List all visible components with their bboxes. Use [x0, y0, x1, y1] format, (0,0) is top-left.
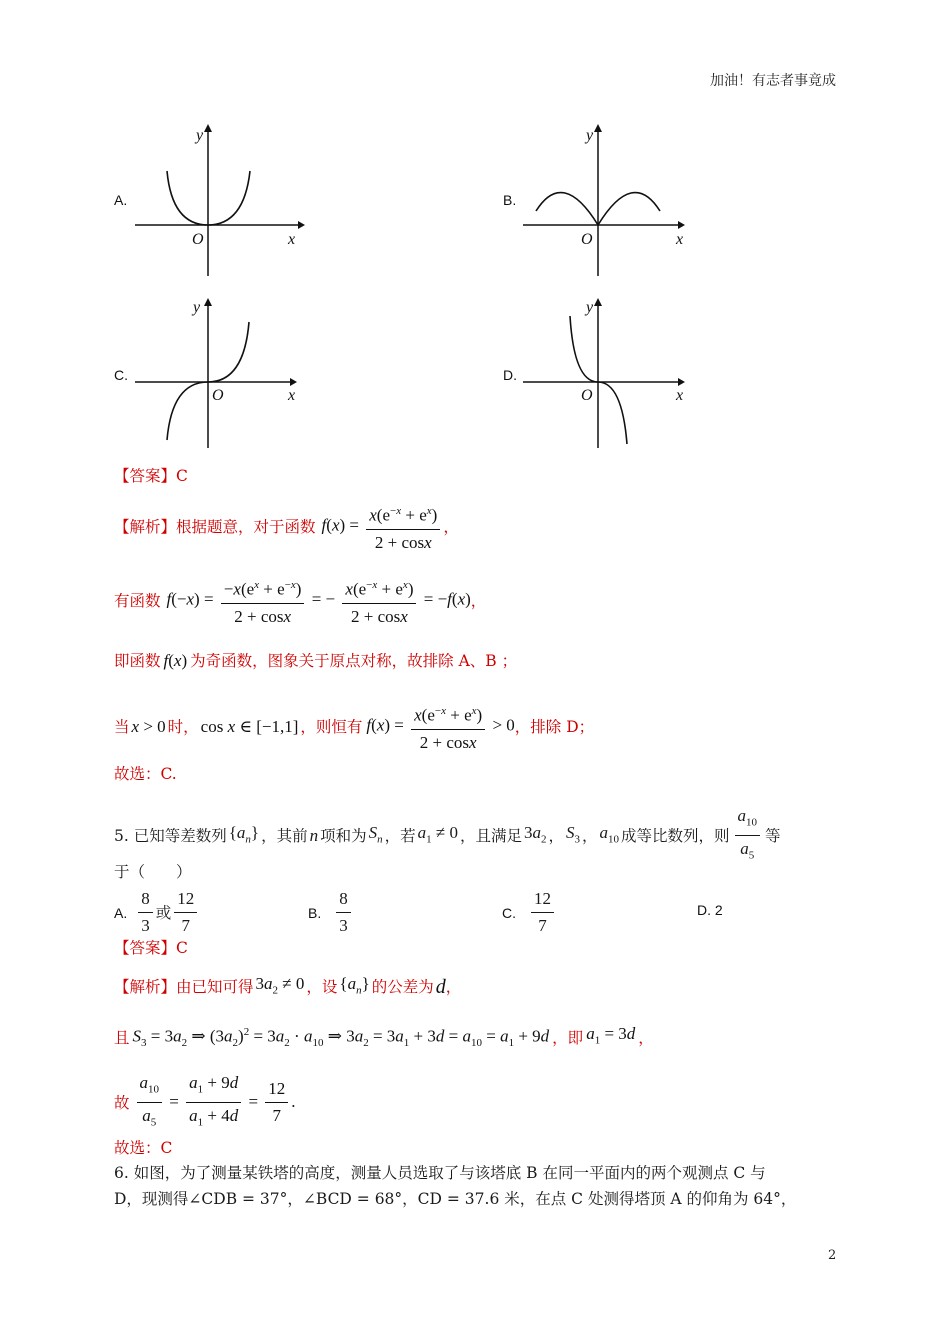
axis-y-label: y	[196, 127, 204, 144]
option-c-label: C.	[114, 367, 128, 383]
option-label: A.	[114, 904, 128, 921]
graph-a	[130, 118, 310, 278]
question-text: ，且满足	[459, 826, 522, 845]
analysis-text: 即函数	[114, 652, 161, 670]
q5-stem: 5. 已知等差数列 $\{a_n\}$ ，其前 n 项和为 $S_n$ ，若 $a_1 \ne 0$ ，且满足 $3a_2$ ， $S_3$ ， $a_{10}$ 成等比数列，则 $\frac{a_{10}}{a_5}$ 等	[114, 806, 781, 862]
q5-conclusion: 故选：C	[114, 1139, 173, 1157]
question-text: 项和为	[320, 826, 367, 845]
analysis-text: 为奇函数，图象关于原点对称，故排除 A、B ；	[190, 652, 518, 670]
analysis-text: 的公差为	[371, 978, 434, 997]
axis-x-label: x	[676, 387, 684, 404]
question-text: ，	[581, 826, 598, 845]
question-text: ，若	[384, 826, 416, 845]
q4-analysis-line4: 当 x > 0 时， cos x ∈ [−1,1] ，则恒有 f(x) = $\frac{x(e^{-x} + e^x)}{2 + \cos x}$ > 0 ，排除 D；	[114, 700, 594, 754]
q4-analysis-line3	[114, 650, 517, 672]
analysis-text: 且	[114, 1028, 130, 1047]
formula-fx-inline: f(x)	[163, 651, 188, 670]
q6-line2: D，现测得∠CDB = 37°，∠BCD = 68°，CD = 37.6 米，在点 C 处测得塔顶 A 的仰角为 64°，	[114, 1190, 797, 1208]
q4-conclusion: 故选：C.	[114, 765, 177, 783]
axis-y-label: y	[586, 127, 594, 144]
option-label: B.	[308, 904, 322, 921]
option-d-label: D.	[503, 367, 517, 383]
analysis-text: ，设	[306, 978, 338, 997]
axis-y-label: y	[193, 299, 201, 316]
option-text: 或	[155, 903, 172, 922]
q4-analysis-line2: 有函数 f(−x) = $\frac{-x(e^x + e^{-x})}{2 + \cos x}$ = − $\frac{x(e^{-x} + e^x)}{2 + \cos x}$ = −f(x) ，	[114, 574, 486, 628]
analysis-text: 时，	[167, 717, 199, 736]
analysis-text: 根据题意，对于函数	[176, 517, 316, 536]
formula-fx: f(x) = $\frac{x(e^{-x} + e^x)}{2 + \cos x}$	[322, 500, 444, 554]
axis-x-label: x	[676, 231, 684, 248]
header-motto: 加油！有志者事竟成	[710, 73, 836, 89]
analysis-tag: 【解析】	[114, 517, 177, 536]
analysis-text: 当	[114, 717, 130, 736]
question-text: 等	[765, 826, 781, 845]
q4-answer: 【答案】C	[114, 467, 188, 485]
q5-option-a: A. $\frac{8}{3}$ 或 $\frac{12}{7}$	[114, 888, 200, 937]
graph-b	[518, 118, 698, 278]
formula-f-minus-x: f(−x) = $\frac{-x(e^x + e^{-x})}{2 + \cos x}$ = − $\frac{x(e^{-x} + e^x)}{2 + \cos x}$ = −f(x)	[167, 574, 471, 628]
q5-option-c: C. $\frac{12}{7}$	[502, 888, 557, 937]
question-text: 成等比数列，则	[621, 826, 730, 845]
axis-x-label: x	[288, 231, 296, 248]
formula-fx-positive: f(x) = $\frac{x(e^{-x} + e^x)}{2 + \cos x}$ > 0	[366, 700, 514, 754]
option-label: C.	[502, 904, 516, 921]
analysis-text: 有函数	[114, 591, 161, 610]
q5-option-b: B. $\frac{8}{3}$	[308, 888, 354, 937]
axis-y-label: y	[586, 299, 594, 316]
graph-c	[130, 292, 310, 452]
q5-stem-continued: 于（ ）	[114, 863, 192, 881]
option-b-label: B.	[503, 192, 517, 208]
q5-answer: 【答案】C	[114, 939, 188, 957]
q4-analysis-line1: 【解析】 根据题意，对于函数 f(x) = $\frac{x(e^{-x} + e^x)}{2 + \cos x}$ ，	[114, 500, 459, 554]
origin-label: O	[192, 231, 204, 248]
q5-analysis-line1: 【解析】 由已知可得 $3a_2 \ne 0$ ，设 $\{a_n\}$ 的公差为 d ，	[114, 974, 462, 999]
origin-label: O	[212, 387, 224, 404]
question-text: 5. 已知等差数列	[114, 826, 227, 845]
analysis-text: 故	[114, 1093, 130, 1112]
graph-d	[518, 292, 698, 452]
analysis-text: 由已知可得	[176, 978, 254, 997]
analysis-text: ，则恒有	[300, 717, 363, 736]
page-number: 2	[828, 1248, 837, 1263]
question-text: ，	[548, 826, 564, 845]
analysis-text: ，即	[552, 1028, 584, 1047]
analysis-text: ，排除 D；	[514, 717, 595, 736]
q5-analysis-line3: 故 $\frac{a_{10}}{a_5}$ = $\frac{a_1 + 9d}{a_1 + 4d}$ = $\frac{12}{7}$ .	[114, 1073, 296, 1129]
origin-label: O	[581, 387, 593, 404]
q6-line1: 6. 如图，为了测量某铁塔的高度，测量人员选取了与该塔底 B 在同一平面内的两个观测点 C 与	[114, 1164, 766, 1182]
question-text: ，其前	[261, 826, 308, 845]
q5-analysis-line2: 且 $S_3 = 3a_2$ ⇒ $(3a_2)^2 = 3a_2 \cdot a_{10}$ ⇒ $3a_2 = 3a_1 + 3d = a_{10} = a_1 + 9d$ ，即 $a_1 = 3d$ ，	[114, 1024, 654, 1050]
option-a-label: A.	[114, 192, 128, 208]
analysis-tag: 【解析】	[114, 978, 177, 997]
axis-x-label: x	[288, 387, 296, 404]
origin-label: O	[581, 231, 593, 248]
q5-option-d: D. 2	[697, 902, 723, 918]
